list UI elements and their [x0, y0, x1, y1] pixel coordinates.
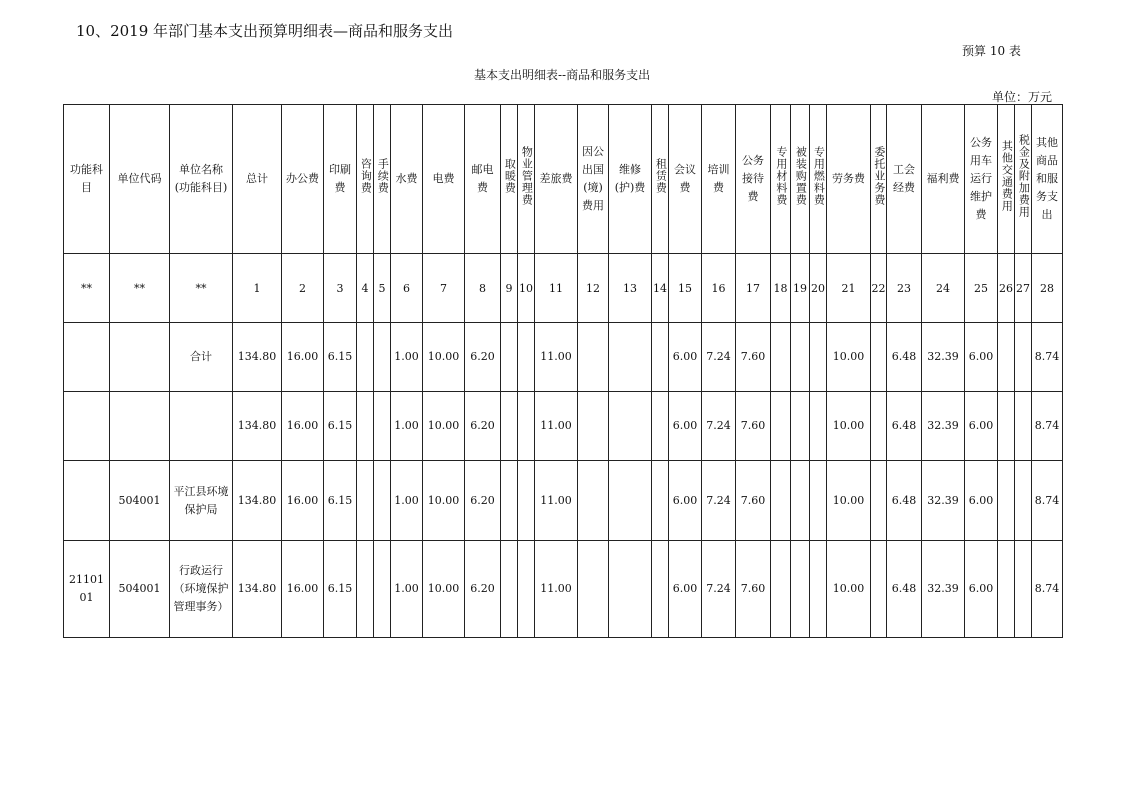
value-cell [423, 461, 465, 541]
header-vehicle: 公务用车运行维护费 [965, 105, 998, 254]
index-row [64, 254, 1063, 323]
value-cell [233, 461, 282, 541]
index-cell: 24 [922, 254, 965, 323]
value-cell [871, 541, 887, 638]
value-cell [609, 323, 652, 392]
value-cell [887, 461, 922, 541]
value-cell-text: 1.00 [394, 493, 419, 507]
header-electricity: 电费 [423, 105, 465, 254]
value-cell-text: 7.60 [740, 419, 766, 432]
value-cell [922, 392, 965, 461]
unit-name-cell-text: 平江县环境保护局 [173, 484, 229, 516]
value-cell-text: 8.74 [1034, 493, 1060, 507]
value-cell [465, 461, 501, 541]
value-cell-text: 6.48 [891, 493, 917, 507]
budget-table [63, 104, 1063, 638]
table-row [64, 461, 1063, 541]
value-cell [357, 323, 374, 392]
index-cell: 10 [518, 254, 535, 323]
value-cell [1032, 461, 1063, 541]
value-cell [535, 323, 578, 392]
table-row [64, 392, 1063, 461]
header-travel: 差旅费 [535, 105, 578, 254]
table-number: 预算 10 表 [962, 44, 1021, 58]
index-cell: 18 [771, 254, 791, 323]
unit-name-cell [170, 461, 233, 541]
func-subject-cell-text: 2110101 [69, 573, 104, 604]
value-cell-text: 7.60 [740, 493, 766, 507]
value-cell-text: 6.20 [470, 493, 495, 507]
value-cell [324, 392, 357, 461]
index-cell: 26 [998, 254, 1015, 323]
value-cell [501, 323, 518, 392]
header-unit-code: 单位代码 [110, 105, 170, 254]
value-cell [324, 323, 357, 392]
value-cell-text: 10.00 [427, 493, 460, 507]
value-cell [391, 392, 423, 461]
value-cell [771, 392, 791, 461]
value-cell [1015, 461, 1032, 541]
func-subject-cell [64, 392, 110, 461]
func-subject-cell [64, 323, 110, 392]
value-cell [1015, 392, 1032, 461]
value-cell [652, 541, 669, 638]
func-subject-cell [64, 541, 110, 638]
value-cell [282, 323, 324, 392]
value-cell-text: 10.00 [427, 350, 460, 363]
value-cell [965, 392, 998, 461]
header-uniform: 被装购置费 [791, 105, 810, 254]
value-cell [282, 461, 324, 541]
value-cell [652, 461, 669, 541]
value-cell [374, 541, 391, 638]
value-cell-text: 6.00 [968, 582, 994, 595]
index-cell: 19 [791, 254, 810, 323]
document-title: 10、2019 年部门基本支出预算明细表—商品和服务支出 [76, 22, 454, 40]
index-cell: 8 [465, 254, 501, 323]
value-cell [810, 392, 827, 461]
value-cell [535, 392, 578, 461]
value-cell [233, 541, 282, 638]
value-cell [324, 541, 357, 638]
index-cell: 23 [887, 254, 922, 323]
index-cell: 16 [702, 254, 736, 323]
value-cell [965, 541, 998, 638]
unit-code-cell [110, 323, 170, 392]
value-cell-text: 134.80 [237, 582, 277, 595]
index-cell: 3 [324, 254, 357, 323]
value-cell [1015, 541, 1032, 638]
value-cell [465, 392, 501, 461]
header-property: 物业管理费 [518, 105, 535, 254]
index-cell: ** [170, 254, 233, 323]
value-cell [609, 392, 652, 461]
value-cell-text: 6.20 [470, 419, 495, 432]
value-cell-text: 134.80 [237, 350, 277, 363]
value-cell [578, 323, 609, 392]
index-cell: 17 [736, 254, 771, 323]
index-cell: 14 [652, 254, 669, 323]
header-materials: 专用材料费 [771, 105, 791, 254]
index-cell: 21 [827, 254, 871, 323]
value-cell [998, 541, 1015, 638]
value-cell [233, 392, 282, 461]
unit-name-cell [170, 392, 233, 461]
value-cell [702, 461, 736, 541]
value-cell-text: 7.24 [706, 582, 731, 595]
header-row [64, 105, 1063, 254]
index-cell: 22 [871, 254, 887, 323]
value-cell [1032, 541, 1063, 638]
value-cell [998, 461, 1015, 541]
header-office: 办公费 [282, 105, 324, 254]
value-cell-text: 6.15 [327, 493, 353, 507]
value-cell [578, 461, 609, 541]
value-cell-text: 7.60 [740, 582, 766, 595]
value-cell-text: 6.15 [327, 419, 353, 432]
value-cell [810, 541, 827, 638]
unit-name-cell [170, 323, 233, 392]
value-cell [827, 541, 871, 638]
unit-name-cell-text: 合计 [190, 350, 212, 363]
index-cell: 28 [1032, 254, 1063, 323]
value-cell [702, 392, 736, 461]
value-cell [922, 461, 965, 541]
value-cell [578, 541, 609, 638]
value-cell [810, 323, 827, 392]
value-cell [233, 323, 282, 392]
value-cell [391, 461, 423, 541]
header-abroad: 因公出国(境)费用 [578, 105, 609, 254]
value-cell [669, 392, 702, 461]
header-maintenance: 维修(护)费 [609, 105, 652, 254]
value-cell [324, 461, 357, 541]
index-cell: 25 [965, 254, 998, 323]
value-cell-text: 6.15 [327, 350, 353, 363]
value-cell-text: 7.24 [706, 493, 731, 507]
value-cell [578, 392, 609, 461]
header-union: 工会经费 [887, 105, 922, 254]
value-cell [771, 461, 791, 541]
value-cell-text: 6.00 [672, 493, 698, 507]
value-cell-text: 6.00 [672, 419, 698, 432]
value-cell-text: 11.00 [540, 350, 572, 363]
value-cell [871, 461, 887, 541]
unit-code-cell-text: 504001 [118, 582, 161, 595]
value-cell [1015, 323, 1032, 392]
value-cell [374, 392, 391, 461]
unit-name-cell-text: 行政运行（环境保护管理事务） [173, 564, 229, 613]
value-cell-text: 16.00 [286, 493, 319, 507]
value-cell [736, 323, 771, 392]
index-cell: 12 [578, 254, 609, 323]
index-cell: ** [64, 254, 110, 323]
value-cell [1032, 392, 1063, 461]
value-cell-text: 16.00 [286, 419, 319, 432]
value-cell [965, 323, 998, 392]
value-cell [518, 461, 535, 541]
value-cell [998, 392, 1015, 461]
value-cell-text: 1.00 [394, 582, 419, 595]
table-row [64, 541, 1063, 638]
value-cell [887, 541, 922, 638]
header-postal: 邮电费 [465, 105, 501, 254]
index-cell: 7 [423, 254, 465, 323]
value-cell-text: 6.00 [968, 419, 994, 432]
value-cell [702, 541, 736, 638]
header-meeting: 会议费 [669, 105, 702, 254]
unit-label: 单位：万元 [992, 90, 1053, 104]
value-cell [771, 541, 791, 638]
value-cell-text: 11.00 [540, 582, 572, 595]
value-cell-text: 1.00 [394, 350, 419, 363]
value-cell [652, 392, 669, 461]
value-cell [652, 323, 669, 392]
value-cell [887, 392, 922, 461]
unit-code-cell [110, 461, 170, 541]
value-cell [374, 461, 391, 541]
header-rent: 租赁费 [652, 105, 669, 254]
value-cell-text: 32.39 [927, 582, 959, 595]
value-cell-text: 8.74 [1034, 419, 1060, 432]
value-cell [518, 392, 535, 461]
value-cell-text: 11.00 [540, 419, 572, 432]
value-cell-text: 10.00 [832, 493, 865, 507]
value-cell [357, 541, 374, 638]
value-cell-text: 6.20 [470, 582, 495, 595]
value-cell [791, 461, 810, 541]
unit-code-cell [110, 392, 170, 461]
value-cell [518, 541, 535, 638]
index-cell: 15 [669, 254, 702, 323]
value-cell [827, 323, 871, 392]
header-training: 培训费 [702, 105, 736, 254]
value-cell [669, 323, 702, 392]
index-cell: ** [110, 254, 170, 323]
header-commission: 委托业务费 [871, 105, 887, 254]
value-cell-text: 7.24 [706, 419, 731, 432]
value-cell [702, 323, 736, 392]
header-handling: 手续费 [374, 105, 391, 254]
value-cell [736, 392, 771, 461]
header-tax: 税金及附加费用 [1015, 105, 1032, 254]
value-cell [998, 323, 1015, 392]
value-cell [736, 541, 771, 638]
value-cell [887, 323, 922, 392]
table-subtitle: 基本支出明细表--商品和服务支出 [474, 68, 651, 82]
value-cell-text: 6.48 [891, 350, 917, 363]
header-fuel: 专用燃料费 [810, 105, 827, 254]
index-cell: 13 [609, 254, 652, 323]
value-cell [282, 541, 324, 638]
value-cell [357, 461, 374, 541]
index-cell: 5 [374, 254, 391, 323]
value-cell [771, 323, 791, 392]
value-cell [871, 392, 887, 461]
value-cell-text: 1.00 [394, 419, 419, 432]
value-cell-text: 6.48 [891, 419, 917, 432]
unit-code-cell-text: 504001 [118, 493, 161, 507]
value-cell-text: 6.20 [470, 350, 495, 363]
value-cell-text: 134.80 [237, 419, 277, 432]
value-cell-text: 16.00 [286, 350, 319, 363]
header-total: 总计 [233, 105, 282, 254]
value-cell [791, 541, 810, 638]
index-cell: 27 [1015, 254, 1032, 323]
header-transport: 其他交通费用 [998, 105, 1015, 254]
value-cell [465, 323, 501, 392]
value-cell-text: 6.00 [968, 493, 994, 507]
index-cell: 4 [357, 254, 374, 323]
header-unit-name: 单位名称(功能科目) [170, 105, 233, 254]
value-cell [391, 541, 423, 638]
value-cell-text: 10.00 [832, 350, 865, 363]
value-cell-text: 32.39 [927, 350, 959, 363]
value-cell [518, 323, 535, 392]
value-cell-text: 10.00 [427, 582, 460, 595]
value-cell-text: 10.00 [832, 582, 865, 595]
index-cell: 9 [501, 254, 518, 323]
value-cell-text: 7.24 [706, 350, 731, 363]
value-cell [736, 461, 771, 541]
index-cell: 1 [233, 254, 282, 323]
header-labor: 劳务费 [827, 105, 871, 254]
value-cell [922, 541, 965, 638]
value-cell-text: 11.00 [540, 493, 572, 507]
header-consulting: 咨询费 [357, 105, 374, 254]
header-other: 其他商品和服务支出 [1032, 105, 1063, 254]
value-cell-text: 10.00 [832, 419, 865, 432]
value-cell [965, 461, 998, 541]
value-cell-text: 16.00 [286, 582, 319, 595]
value-cell [374, 323, 391, 392]
value-cell [465, 541, 501, 638]
value-cell [791, 392, 810, 461]
value-cell [922, 323, 965, 392]
value-cell-text: 6.00 [672, 350, 698, 363]
index-cell: 20 [810, 254, 827, 323]
header-heating: 取暖费 [501, 105, 518, 254]
value-cell-text: 134.80 [237, 493, 277, 507]
unit-code-cell [110, 541, 170, 638]
value-cell-text: 8.74 [1034, 582, 1060, 595]
header-welfare: 福利费 [922, 105, 965, 254]
value-cell [871, 323, 887, 392]
value-cell [282, 392, 324, 461]
value-cell [827, 392, 871, 461]
value-cell [669, 461, 702, 541]
value-cell [423, 392, 465, 461]
value-cell [501, 461, 518, 541]
value-cell [423, 541, 465, 638]
value-cell [609, 541, 652, 638]
table-row [64, 323, 1063, 392]
header-reception: 公务接待费 [736, 105, 771, 254]
value-cell [391, 323, 423, 392]
index-cell: 2 [282, 254, 324, 323]
value-cell-text: 8.74 [1034, 350, 1060, 363]
index-cell: 6 [391, 254, 423, 323]
index-cell: 11 [535, 254, 578, 323]
value-cell-text: 7.60 [740, 350, 766, 363]
header-printing: 印刷费 [324, 105, 357, 254]
value-cell [535, 461, 578, 541]
func-subject-cell [64, 461, 110, 541]
header-water: 水费 [391, 105, 423, 254]
value-cell [357, 392, 374, 461]
value-cell [827, 461, 871, 541]
value-cell-text: 10.00 [427, 419, 460, 432]
value-cell [423, 323, 465, 392]
value-cell [609, 461, 652, 541]
value-cell [669, 541, 702, 638]
value-cell-text: 32.39 [927, 419, 959, 432]
value-cell-text: 6.00 [672, 582, 698, 595]
value-cell-text: 6.15 [327, 582, 353, 595]
value-cell [791, 323, 810, 392]
header-func-subject: 功能科目 [64, 105, 110, 254]
value-cell [1032, 323, 1063, 392]
value-cell [501, 541, 518, 638]
value-cell-text: 32.39 [927, 493, 959, 507]
value-cell [501, 392, 518, 461]
unit-name-cell [170, 541, 233, 638]
value-cell [810, 461, 827, 541]
value-cell-text: 6.00 [968, 350, 994, 363]
value-cell [535, 541, 578, 638]
value-cell-text: 6.48 [891, 582, 917, 595]
